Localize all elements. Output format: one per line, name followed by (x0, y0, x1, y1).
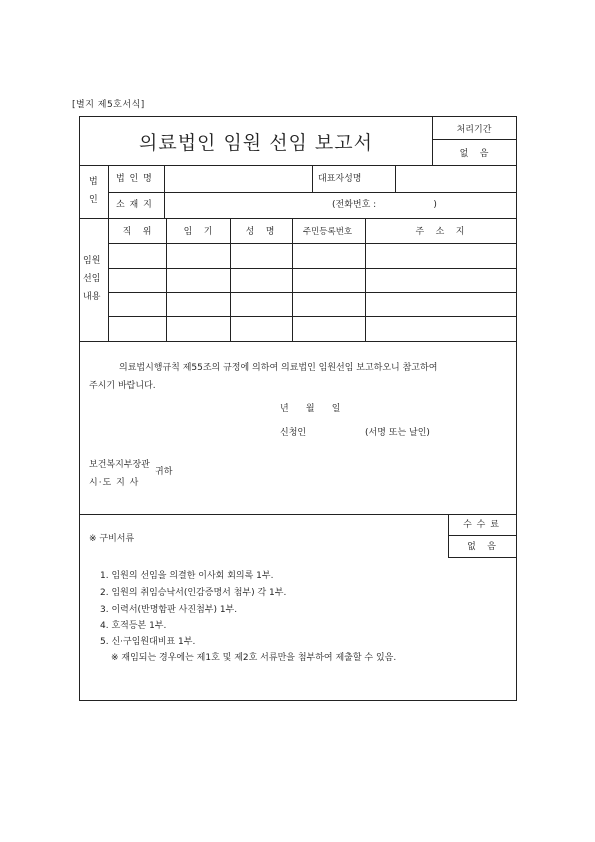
corporation-name-field[interactable] (164, 166, 311, 192)
declaration-text: 의료법시행규칙 제55조의 규정에 의하여 의료법인 임원선임 보고하오니 참고하여 (119, 363, 438, 373)
recipient-governor: 시·도 지 사 (89, 478, 140, 488)
column-header-position: 직 위 (122, 227, 152, 237)
corporation-section-label: 법 (89, 177, 98, 187)
address-field[interactable] (164, 192, 324, 217)
officers-section-label: 선임 (83, 274, 101, 284)
document-item: 2. 임원의 취임승낙서(인감증명서 첨부) 각 1부. (100, 588, 287, 598)
fee-label: 수 수 료 (463, 520, 500, 530)
officer-row[interactable] (107, 316, 516, 340)
fee-value: 없 음 (467, 541, 496, 552)
processing-period-label: 처리기간 (456, 124, 492, 135)
recipient-minister: 보건복지부장관 (89, 460, 150, 470)
phone-label: (전화번호 : ) (332, 200, 437, 210)
applicant-label: 신청인 (280, 428, 307, 438)
representative-name-label: 대표자성명 (318, 174, 362, 184)
officer-row[interactable] (107, 243, 516, 267)
document-item: 1. 임원의 선임을 의결한 이사회 회의록 1부. (100, 571, 274, 581)
rule (80, 341, 516, 342)
signature-note: (서명 또는 날인) (365, 428, 430, 438)
form-number-label: [별지 제5호서식] (72, 100, 145, 110)
form-title: 의료법인 임원 선임 보고서 (138, 131, 373, 154)
officers-section-label: 임원 (83, 256, 101, 266)
documents-note: ※ 재임되는 경우에는 제1호 및 제2호 서류만을 첨부하여 제출할 수 있음. (111, 653, 397, 663)
date-line: 년 월 일 (280, 404, 341, 414)
officers-section-label: 내용 (83, 292, 101, 302)
honorific: 귀하 (155, 467, 173, 477)
corporation-section-label: 인 (89, 195, 98, 205)
column-header-name: 성 명 (245, 227, 275, 237)
column-header-resident-id: 주민등록번호 (302, 226, 353, 237)
corporation-name-label: 법 인 명 (116, 174, 153, 184)
declaration-text: 주시기 바랍니다. (89, 381, 156, 391)
column-header-address: 주 소 지 (415, 227, 465, 237)
column-header-term: 임 기 (183, 227, 213, 237)
officer-row[interactable] (107, 292, 516, 315)
processing-period-value: 없 음 (459, 148, 489, 159)
rule (312, 165, 313, 192)
required-documents-label: ※ 구비서류 (89, 534, 135, 544)
document-item: 3. 이력서(반명함판 사진첨부) 1부. (100, 605, 238, 615)
officer-row[interactable] (107, 268, 516, 291)
address-label: 소 재 지 (116, 200, 153, 210)
rule (448, 557, 516, 558)
document-item: 5. 신·구임원대비표 1부. (100, 637, 196, 647)
representative-name-field[interactable] (395, 166, 516, 192)
document-item: 4. 호적등본 1부. (100, 621, 167, 631)
